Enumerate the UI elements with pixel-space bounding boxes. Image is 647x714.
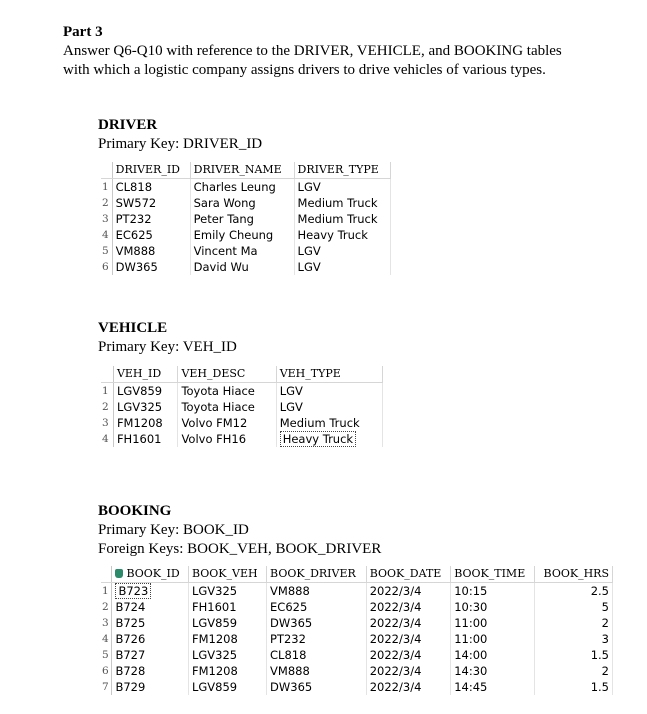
table-cell[interactable]: Emily Cheung <box>190 227 294 243</box>
table-cell[interactable]: Sara Wong <box>190 195 294 211</box>
table-cell[interactable]: Medium Truck <box>294 195 390 211</box>
table-cell[interactable]: Medium Truck <box>276 415 382 431</box>
table-row[interactable] <box>101 179 391 196</box>
table-cell[interactable]: 2022/3/4 <box>366 583 450 600</box>
driver-header-row <box>101 162 391 179</box>
vehicle-primary-key: Primary Key: VEH_ID <box>98 339 237 355</box>
table-cell[interactable]: LGV325 <box>113 399 178 415</box>
table-row[interactable] <box>101 399 383 415</box>
table-cell[interactable]: LGV <box>294 259 390 275</box>
table-row[interactable] <box>101 631 613 647</box>
row-number: 1 <box>101 179 112 196</box>
row-number: 5 <box>101 243 112 259</box>
table-cell[interactable]: Toyota Hiace <box>178 399 276 415</box>
row-number: 6 <box>101 259 112 275</box>
row-number: 3 <box>101 615 112 631</box>
booking-primary-key: Primary Key: BOOK_ID <box>98 522 249 538</box>
table-cell[interactable]: B726 <box>112 631 189 647</box>
table-cell[interactable]: FM1208 <box>188 631 266 647</box>
table-cell[interactable]: B725 <box>112 615 189 631</box>
table-cell[interactable]: DW365 <box>267 615 367 631</box>
table-cell[interactable]: David Wu <box>190 259 294 275</box>
intro-line-2: with which a logistic company assigns drivers to drive vehicles of various types. <box>63 62 546 78</box>
table-cell[interactable]: 1.5 <box>535 679 613 695</box>
table-cell[interactable]: 2022/3/4 <box>366 647 450 663</box>
table-cell[interactable] <box>276 431 382 447</box>
table-cell[interactable]: Toyota Hiace <box>178 383 276 400</box>
table-cell[interactable]: LGV859 <box>188 679 266 695</box>
table-cell[interactable]: LGV <box>276 383 382 400</box>
part-title: Part 3 <box>63 24 103 40</box>
table-cell[interactable]: PT232 <box>112 211 190 227</box>
table-row[interactable] <box>101 431 383 447</box>
booking-title: BOOKING <box>98 503 172 519</box>
table-row[interactable] <box>101 615 613 631</box>
column-header[interactable]: DRIVER_TYPE <box>294 162 390 179</box>
table-cell[interactable]: LGV859 <box>188 615 266 631</box>
column-header[interactable]: BOOK_DRIVER <box>267 566 367 583</box>
table-cell[interactable]: 2.5 <box>535 583 613 600</box>
table-cell[interactable]: 2022/3/4 <box>366 615 450 631</box>
table-key-icon <box>115 569 123 578</box>
table-cell[interactable]: 2022/3/4 <box>366 599 450 615</box>
table-cell[interactable]: Medium Truck <box>294 211 390 227</box>
table-row[interactable] <box>101 583 613 600</box>
table-cell[interactable]: 2022/3/4 <box>366 663 450 679</box>
table-cell[interactable]: EC625 <box>267 599 367 615</box>
booking-header-row <box>101 566 613 583</box>
driver-title: DRIVER <box>98 117 158 133</box>
table-cell[interactable]: LGV <box>294 179 390 196</box>
intro-line-1: Answer Q6-Q10 with reference to the DRIVER, VEHICLE, and BOOKING tables <box>63 43 562 59</box>
row-number: 5 <box>101 647 112 663</box>
row-number-header <box>101 366 113 383</box>
table-cell[interactable]: 5 <box>535 599 613 615</box>
vehicle-table[interactable] <box>101 366 383 447</box>
table-cell[interactable]: LGV325 <box>188 583 266 600</box>
table-cell[interactable]: 2 <box>535 615 613 631</box>
table-row[interactable] <box>101 259 391 275</box>
row-number: 4 <box>101 631 112 647</box>
column-header[interactable]: BOOK_TIME <box>451 566 535 583</box>
table-row[interactable] <box>101 647 613 663</box>
row-number: 1 <box>101 583 112 600</box>
table-cell[interactable]: 11:00 <box>451 615 535 631</box>
table-cell[interactable]: DW365 <box>112 259 190 275</box>
table-cell[interactable]: PT232 <box>267 631 367 647</box>
table-cell[interactable]: VM888 <box>267 583 367 600</box>
table-cell[interactable]: 1.5 <box>535 647 613 663</box>
table-cell[interactable]: Vincent Ma <box>190 243 294 259</box>
vehicle-header-row <box>101 366 383 383</box>
table-row[interactable] <box>101 383 383 400</box>
table-cell[interactable]: 14:00 <box>451 647 535 663</box>
table-row[interactable] <box>101 599 613 615</box>
row-number: 1 <box>101 383 113 400</box>
table-cell[interactable]: Peter Tang <box>190 211 294 227</box>
table-row[interactable] <box>101 195 391 211</box>
table-cell[interactable]: VM888 <box>267 663 367 679</box>
row-number: 4 <box>101 431 113 447</box>
table-cell[interactable]: EC625 <box>112 227 190 243</box>
table-cell[interactable]: 2022/3/4 <box>366 679 450 695</box>
table-cell[interactable]: SW572 <box>112 195 190 211</box>
table-cell[interactable]: FH1601 <box>188 599 266 615</box>
table-cell[interactable]: 3 <box>535 631 613 647</box>
table-cell[interactable]: B728 <box>112 663 189 679</box>
row-number: 3 <box>101 211 112 227</box>
table-row[interactable] <box>101 415 383 431</box>
column-header[interactable]: BOOK_HRS <box>535 566 613 583</box>
table-cell[interactable]: Volvo FH16 <box>178 431 276 447</box>
table-row[interactable] <box>101 227 391 243</box>
row-number: 2 <box>101 599 112 615</box>
selected-cell-value: B723 <box>115 583 151 599</box>
table-cell[interactable]: Heavy Truck <box>294 227 390 243</box>
row-number-header <box>101 162 112 179</box>
table-row[interactable] <box>101 679 613 695</box>
driver-primary-key: Primary Key: DRIVER_ID <box>98 136 263 152</box>
booking-foreign-keys: Foreign Keys: BOOK_VEH, BOOK_DRIVER <box>98 541 382 557</box>
table-cell[interactable]: Charles Leung <box>190 179 294 196</box>
table-cell[interactable]: FM1208 <box>188 663 266 679</box>
table-cell[interactable]: 10:15 <box>451 583 535 600</box>
column-header[interactable]: VEH_ID <box>113 366 178 383</box>
column-header[interactable]: BOOK_DATE <box>366 566 450 583</box>
booking-table[interactable] <box>101 566 613 695</box>
table-cell[interactable]: 10:30 <box>451 599 535 615</box>
table-cell[interactable]: LGV859 <box>113 383 178 400</box>
table-row[interactable] <box>101 243 391 259</box>
table-cell[interactable]: B724 <box>112 599 189 615</box>
table-cell[interactable]: LGV <box>294 243 390 259</box>
column-header[interactable]: BOOK_VEH <box>188 566 266 583</box>
table-cell[interactable]: CL818 <box>112 179 190 196</box>
table-cell[interactable]: 14:30 <box>451 663 535 679</box>
column-header[interactable]: DRIVER_NAME <box>190 162 294 179</box>
vehicle-title: VEHICLE <box>98 320 168 336</box>
table-cell[interactable]: DW365 <box>267 679 367 695</box>
table-cell[interactable]: 2022/3/4 <box>366 631 450 647</box>
table-cell[interactable]: B729 <box>112 679 189 695</box>
table-cell[interactable]: FM1208 <box>113 415 178 431</box>
row-number-header <box>101 566 112 583</box>
table-cell[interactable]: LGV325 <box>188 647 266 663</box>
table-cell[interactable]: FH1601 <box>113 431 178 447</box>
column-header[interactable]: VEH_DESC <box>178 366 276 383</box>
selected-cell-value: Heavy Truck <box>280 431 356 447</box>
column-header[interactable] <box>112 566 189 583</box>
table-cell[interactable]: 11:00 <box>451 631 535 647</box>
row-number: 4 <box>101 227 112 243</box>
row-number: 2 <box>101 399 113 415</box>
row-number: 7 <box>101 679 112 695</box>
column-header[interactable]: VEH_TYPE <box>276 366 382 383</box>
table-cell[interactable]: 14:45 <box>451 679 535 695</box>
table-row[interactable] <box>101 663 613 679</box>
table-cell[interactable]: CL818 <box>267 647 367 663</box>
column-header[interactable]: DRIVER_ID <box>112 162 190 179</box>
table-row[interactable] <box>101 211 391 227</box>
table-cell[interactable]: 2 <box>535 663 613 679</box>
table-cell[interactable] <box>112 583 189 600</box>
row-number: 6 <box>101 663 112 679</box>
driver-table[interactable] <box>101 162 391 275</box>
table-cell[interactable]: LGV <box>276 399 382 415</box>
intro-text <box>63 42 623 80</box>
table-cell[interactable]: VM888 <box>112 243 190 259</box>
row-number: 3 <box>101 415 113 431</box>
row-number: 2 <box>101 195 112 211</box>
table-cell[interactable]: B727 <box>112 647 189 663</box>
table-cell[interactable]: Volvo FM12 <box>178 415 276 431</box>
column-header-label: BOOK_ID <box>126 567 180 580</box>
